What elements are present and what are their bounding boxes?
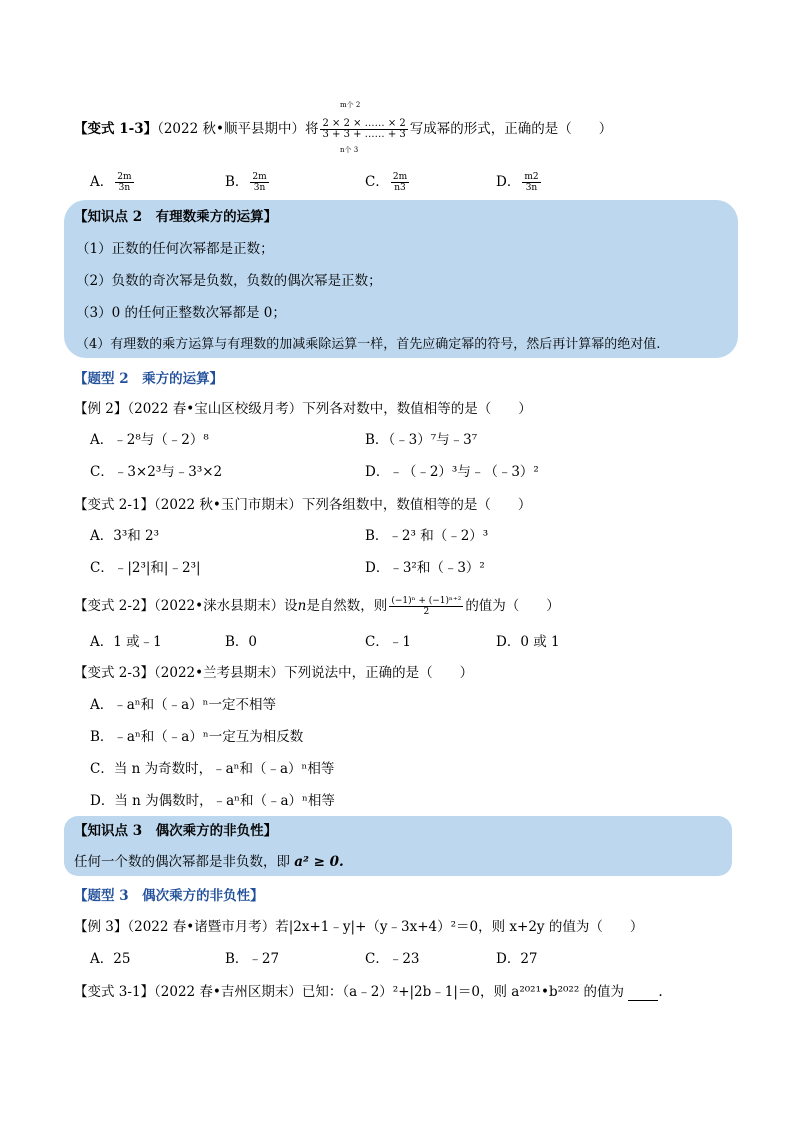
option-a: A．1 或﹣1 [90,634,162,650]
variant-3-1-stem: 【变式 3-1】（2022 春•吉州区期末）已知：（a﹣2）²+|2b﹣1|＝0，则 a²⁰²¹•b²⁰²² 的值为 . [74,984,663,1000]
option-a: A．25 [90,951,131,967]
knowledge-line: （2）负数的奇次幂是负数，负数的偶次幂是正数； [76,273,382,289]
variant-label: 【变式 1-3】 [74,121,158,137]
knowledge-point-2-title: 【知识点 2 有理数乘方的运算】 [74,209,278,225]
option-d: D．27 [496,951,538,967]
option-c: C．﹣23 [365,951,420,967]
option-d: D． $\frac{m2}{3n}$ [496,172,539,193]
option-d: D．当 n 为偶数时，﹣aⁿ和（﹣a）ⁿ相等 [90,793,335,809]
knowledge-line: （4）有理数的乘方运算与有理数的加减乘除运算一样，首先应确定幂的符号，然后再计算幂的绝对值. [76,337,661,352]
option-c: C．﹣1 [365,634,411,650]
option-a: A．﹣2⁸与（﹣2）⁸ [90,432,209,448]
option-b: B．﹣2³ 和（﹣2）³ [365,528,489,544]
question-type-3-title: 【题型 3 偶次乘方的非负性】 [74,888,264,904]
option-d: D．0 或 1 [496,634,560,650]
option-a: A．3³和 2³ [90,528,160,544]
example-2-stem: 【例 2】（2022 春•宝山区校级月考）下列各对数中，数值相等的是（ ） [74,401,532,417]
knowledge-line: 任何一个数的偶次幂都是非负数，即 a² ≥ 0. [74,854,344,870]
variant-2-2-stem: 【变式 2-2】（2022•涞水县期末）设n是自然数，则 $\frac{\text{(−1)ⁿ + (−1)ⁿ⁺²}}{2}$ 的值为（ ） [74,596,560,617]
answer-blank[interactable] [628,988,658,1001]
stem-source: （2022 秋•顺平县期中）将 [157,121,319,137]
option-b: B．0 [225,634,258,650]
option-a: A． $\frac{2m}{3n}$ [90,172,132,193]
knowledge-point-3-title: 【知识点 3 偶次乘方的非负性】 [74,823,278,839]
under-brace-label: n个 3 [340,146,359,154]
question-type-2-title: 【题型 2 乘方的运算】 [74,371,224,387]
variant-2-3-stem: 【变式 2-3】（2022•兰考县期末）下列说法中，正确的是（ ） [74,665,474,681]
knowledge-line: （1）正数的任何次幂都是正数； [76,241,274,257]
option-c: C．﹣3×2³与﹣3³×2 [90,464,223,480]
option-c: C． $\frac{2m}{n3}$ [365,172,408,193]
option-a: A．﹣aⁿ和（﹣a）ⁿ一定不相等 [90,697,277,713]
option-c: C．﹣|2³|和|﹣2³| [90,560,201,576]
stem-fraction: $\frac{2 \times 2 \times \dots\dots \times 2}{3 + 3 + \dots\dots + 3}$ [322,118,406,140]
over-brace-label: m个 2 [340,101,361,109]
knowledge-line: （3）0 的任何正整数次幂都是 0； [76,305,286,321]
option-b: B．﹣aⁿ和（﹣a）ⁿ一定互为相反数 [90,729,304,745]
example-3-stem: 【例 3】（2022 春•诸暨市月考）若|2x+1﹣y|+（y﹣3x+4）²＝0，则 x+2y 的值为（ ） [74,919,644,935]
variant-1-3-stem [74,119,612,140]
stem-tail: 写成幂的形式，正确的是（ ） [409,121,613,137]
option-b: B． $\frac{2m}{3n}$ [225,172,267,193]
option-b: B．（﹣3）⁷与﹣3⁷ [365,432,478,448]
variant-2-1-stem: 【变式 2-1】（2022 秋•玉门市期末）下列各组数中，数值相等的是（ ） [74,497,532,513]
option-d: D．﹣3²和（﹣3）² [365,560,485,576]
option-c: C．当 n 为奇数时，﹣aⁿ和（﹣a）ⁿ相等 [90,761,335,777]
option-d: D．﹣（﹣2）³与﹣（﹣3）² [365,464,539,480]
option-b: B．﹣27 [225,951,280,967]
